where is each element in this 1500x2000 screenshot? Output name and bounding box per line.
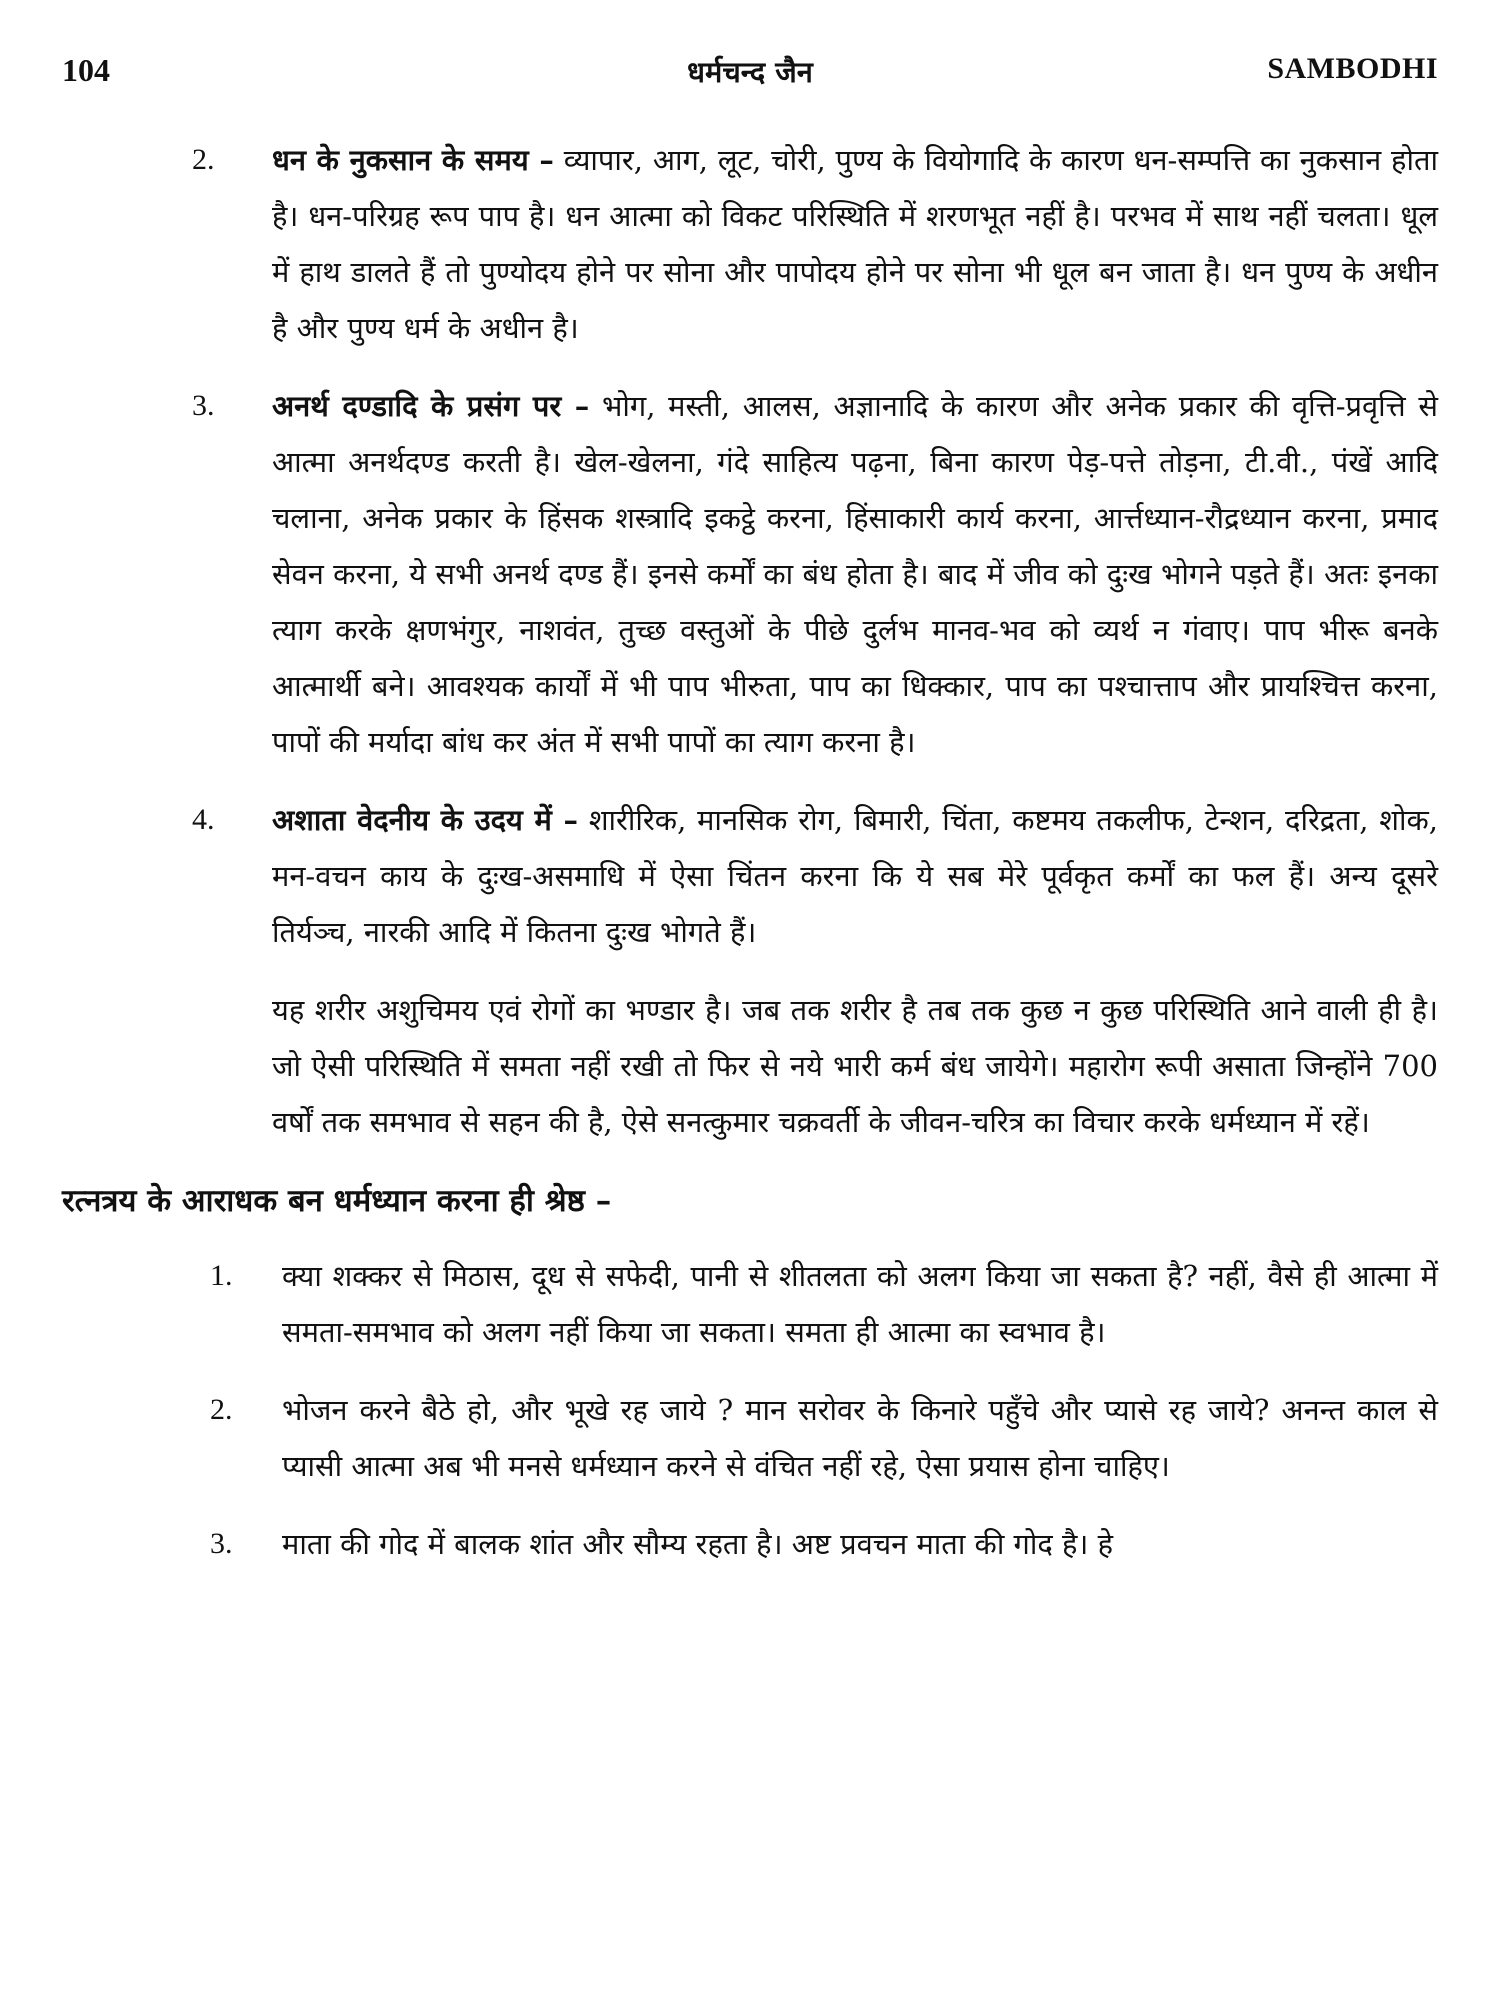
list-item-body: व्यापार, आग, लूट, चोरी, पुण्य के वियोगादि के कारण धन-सम्पत्ति का नुकसान होता है। धन-परिग्रह रूप पाप है। धन आत्मा को विकट परिस्थिति में शरणभूत नहीं है। परभव में साथ नहीं चलता। धूल में हाथ डालते हैं तो पुण्योदय होने पर सोना और पापोदय होने पर सोना भी धूल बन जाता है। धन पुण्य के अधीन है और पुण्य धर्म के अधीन है। [272,143,1438,345]
page-body [62,132,1438,1594]
list-item-text: माता की गोद में बालक शांत और सौम्य रहता है। अष्ट प्रवचन माता की गोद है। हे [282,1527,1114,1561]
running-title: धर्मचन्द जैन [687,55,813,89]
list-item-number: 1. [210,1259,233,1292]
list-item-number: 2. [192,143,215,176]
list-item-heading: धन के नुकसान के समय – [272,143,554,177]
list-item [62,792,1438,960]
list-item-body: शारीरिक, मानसिक रोग, बिमारी, चिंता, कष्टमय तकलीफ, टेन्शन, दरिद्रता, शोक, मन-वचन काय के दुःख-असमाधि में ऐसा चिंतन करना कि ये सब मेरे पूर्वकृत कर्मों का फल हैं। अन्य दूसरे तिर्यञ्च, नारकी आदि में कितना दुःख भोगते हैं। [272,803,1438,949]
list-item-heading: अनर्थ दण्डादि के प्रसंग पर – [272,389,590,423]
list-item [62,378,1438,770]
list-item-number: 3. [192,389,215,422]
list-item [62,132,1438,356]
list-item [62,1516,1438,1572]
list-item [62,1248,1438,1360]
page-number: 104 [62,52,110,88]
list-item-text: क्या शक्कर से मिठास, दूध से सफेदी, पानी से शीतलता को अलग किया जा सकता है? नहीं, वैसे ही आत्मा में समता-समभाव को अलग नहीं किया जा सकता। समता ही आत्मा का स्वभाव है। [282,1259,1438,1349]
list-item-number: 4. [192,803,215,836]
list-item-heading: अशाता वेदनीय के उदय में – [272,803,579,837]
list-item [62,1382,1438,1494]
list-item-body: भोग, मस्ती, आलस, अज्ञानादि के कारण और अनेक प्रकार की वृत्ति-प्रवृत्ति से आत्मा अनर्थदण्ड करती है। खेल-खेलना, गंदे साहित्य पढ़ना, बिना कारण पेड़-पत्ते तोड़ना, टी.वी., पंखें आदि चलाना, अनेक प्रकार के हिंसक शस्त्रादि इकट्ठे करना, हिंसाकारी कार्य करना, आर्त्तध्यान-रौद्रध्यान करना, प्रमाद सेवन करना, ये सभी अनर्थ दण्ड हैं। इनसे कर्मों का बंध होता है। बाद में जीव को दुःख भोगने पड़ते हैं। अतः इनका त्याग करके क्षणभंगुर, नाशवंत, तुच्छ वस्तुओं के पीछे दुर्लभ मानव-भव को व्यर्थ न गंवाए। पाप भीरू बनके आत्मार्थी बने। आवश्यक कार्यों में भी पाप भीरुता, पाप का धिक्कार, पाप का पश्चात्ताप और प्रायश्चित्त करना, पापों की मर्यादा बांध कर अंत में सभी पापों का त्याग करना है। [272,389,1438,759]
journal-name: SAMBODHI [1267,52,1438,85]
page-header [62,52,1438,102]
list-item-text [272,792,1438,960]
body-paragraph: यह शरीर अशुचिमय एवं रोगों का भण्डार है। जब तक शरीर है तब तक कुछ न कुछ परिस्थिति आने वाली ही है। जो ऐसी परिस्थिति में समता नहीं रखी तो फिर से नये भारी कर्म बंध जायेगे। महारोग रूपी असाता जिन्होंने 700 वर्षों तक समभाव से सहन की है, ऐसे सनत्कुमार चक्रवर्ती के जीवन-चरित्र का विचार करके धर्मध्यान में रहें। [272,993,1438,1139]
section-heading: रत्नत्रय के आराधक बन धर्मध्यान करना ही श्रेष्ठ – [62,1183,612,1219]
list-item-number: 2. [210,1393,233,1426]
list-item-text [272,378,1438,770]
list-item-number: 3. [210,1527,233,1560]
list-item-text: भोजन करने बैठे हो, और भूखे रह जाये ? मान सरोवर के किनारे पहुँचे और प्यासे रह जाये? अनन्त काल से प्यासी आत्मा अब भी मनसे धर्मध्यान करने से वंचित नहीं रहे, ऐसा प्रयास होना चाहिए। [282,1393,1438,1483]
list-item-text [272,132,1438,356]
